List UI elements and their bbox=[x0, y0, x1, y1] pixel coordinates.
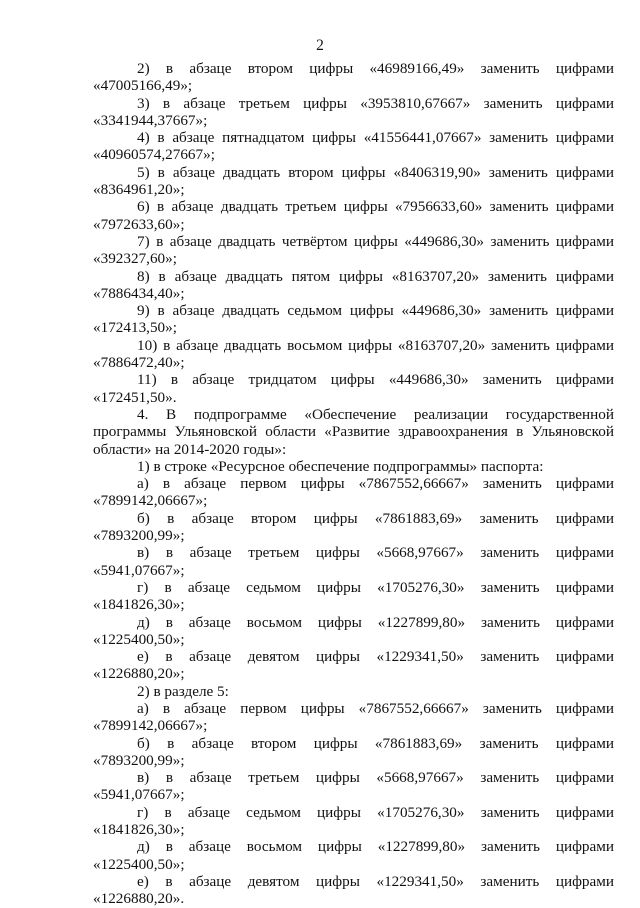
amendment-item: е) в абзаце девятом цифры «1229341,50» заменить цифрами «1226880,20». bbox=[93, 872, 614, 908]
amendment-item: е) в абзаце девятом цифры «1229341,50» заменить цифрами «1226880,20»; bbox=[93, 648, 614, 683]
amendment-item: 9) в абзаце двадцать седьмом цифры «449686,30» заменить цифрами «172413,50»; bbox=[93, 302, 614, 337]
amendment-item: д) в абзаце восьмом цифры «1227899,80» заменить цифрами «1225400,50»; bbox=[93, 838, 614, 873]
amendment-item: 8) в абзаце двадцать пятом цифры «8163707,20» заменить цифрами «7886434,40»; bbox=[93, 267, 614, 302]
page-number: 2 bbox=[316, 37, 324, 54]
amendment-item: 5) в абзаце двадцать втором цифры «8406319,90» заменить цифрами «8364961,20»; bbox=[93, 163, 614, 199]
amendment-item: 7) в абзаце двадцать четвёртом цифры «449686,30» заменить цифрами «392327,60»; bbox=[93, 232, 614, 268]
amendment-item: г) в абзаце седьмом цифры «1705276,30» заменить цифрами «1841826,30»; bbox=[93, 578, 614, 614]
amendment-item: б) в абзаце втором цифры «7861883,69» заменить цифрами «7893200,99»; bbox=[93, 509, 614, 545]
amendment-item: 11) в абзаце тридцатом цифры «449686,30» заменить цифрами «172451,50». bbox=[93, 371, 614, 406]
subsection-item: 2) в разделе 5: bbox=[137, 682, 229, 700]
document-body bbox=[93, 60, 614, 908]
amendment-item: г) в абзаце седьмом цифры «1705276,30» заменить цифрами «1841826,30»; bbox=[93, 803, 614, 839]
section-heading: 4. В подпрограмме «Обеспечение реализации государственной программы Ульяновской области «Развитие здравоохранения в Ульяновской области» на 2014-2020 годы»: bbox=[93, 405, 614, 458]
subsection-item: 1) в строке «Ресурсное обеспечение подпрограммы» паспорта: bbox=[137, 457, 544, 475]
amendment-item: в) в абзаце третьем цифры «5668,97667» заменить цифрами «5941,07667»; bbox=[93, 769, 614, 804]
amendment-item: б) в абзаце втором цифры «7861883,69» заменить цифрами «7893200,99»; bbox=[93, 734, 614, 769]
amendment-item: 6) в абзаце двадцать третьем цифры «7956633,60» заменить цифрами «7972633,60»; bbox=[93, 198, 614, 233]
amendment-item: 2) в абзаце втором цифры «46989166,49» заменить цифрами «47005166,49»; bbox=[93, 60, 614, 95]
amendment-item: в) в абзаце третьем цифры «5668,97667» заменить цифрами «5941,07667»; bbox=[93, 544, 614, 579]
amendment-item: 3) в абзаце третьем цифры «3953810,67667» заменить цифрами «3341944,37667»; bbox=[93, 94, 614, 129]
amendment-item: а) в абзаце первом цифры «7867552,66667» заменить цифрами «7899142,06667»; bbox=[93, 699, 614, 735]
amendment-item: д) в абзаце восьмом цифры «1227899,80» заменить цифрами «1225400,50»; bbox=[93, 613, 614, 648]
amendment-item: а) в абзаце первом цифры «7867552,66667» заменить цифрами «7899142,06667»; bbox=[93, 475, 614, 510]
amendment-item: 4) в абзаце пятнадцатом цифры «41556441,07667» заменить цифрами «40960574,27667»; bbox=[93, 129, 614, 164]
amendment-item: 10) в абзаце двадцать восьмом цифры «8163707,20» заменить цифрами «7886472,40»; bbox=[93, 336, 614, 372]
